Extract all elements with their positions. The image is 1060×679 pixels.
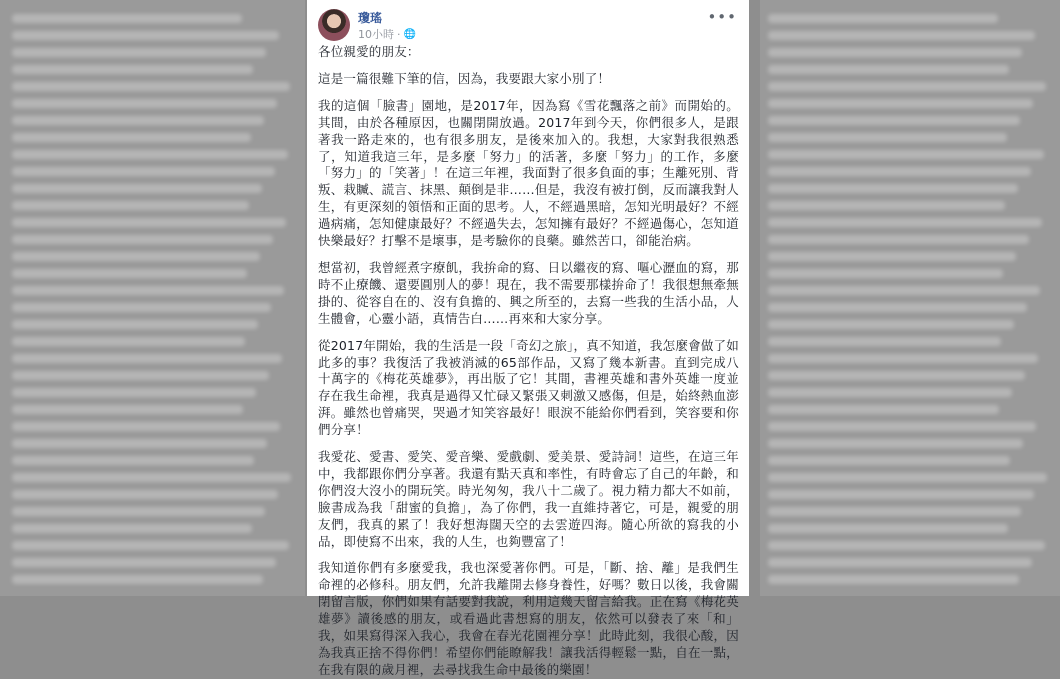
blurred-text-line [768, 116, 1020, 125]
blurred-text-line [12, 303, 271, 312]
blurred-text-line [768, 150, 1044, 159]
blurred-text-line [768, 82, 1046, 91]
post-paragraph: 想當初，我曾經煮字療飢，我拚命的寫、日以繼夜的寫、嘔心瀝血的寫，那時不止療饑、還要圓別人的夢！現在，我不需要那樣拚命了！我很想無牽無掛的、從容自在的、沒有負擔的、興之所至的，去寫一些我的生活小品，人生體會，心靈小語，真情告白……再來和大家分享。 [318, 259, 739, 326]
blurred-text-line [12, 558, 276, 567]
meta-separator: · [397, 27, 401, 41]
post-header [318, 8, 739, 44]
avatar[interactable] [318, 9, 350, 41]
blurred-text-line [768, 473, 1047, 482]
blurred-text-line [12, 82, 290, 91]
blurred-text-line [768, 218, 1042, 227]
blurred-text-line [12, 252, 260, 261]
blurred-text-line [12, 337, 245, 346]
blurred-text-line [12, 201, 249, 210]
blurred-text-line [12, 99, 277, 108]
blurred-text-line [12, 133, 251, 142]
blurred-text-line [12, 167, 275, 176]
blurred-text-line [768, 524, 1008, 533]
blurred-text-line [768, 507, 1021, 516]
blurred-text-line [768, 371, 1025, 380]
blurred-text-line [12, 422, 280, 431]
blurred-text-line [768, 422, 1036, 431]
blurred-text-line [12, 439, 267, 448]
post-paragraph: 我的這個「臉書」園地，是2017年，因為寫《雪花飄落之前》而開始的。其間，由於各種原因，也關閉開放過。2017年到今天，你們很多人，是跟著我一路走來的，也有很多朋友，是後來加入的。我想，大家對我很熟悉了，知道我這三年，是多麼「努力」的活著，多麼「努力」的工作，多麼「努力」的「笑著」！在這三年裡，我面對了很多負面的事；生離死別、背叛、栽贓、謊言、抹黑、顛倒是非……但是，我沒有被打倒，反而讓我對人生，有更深刻的領悟和正面的思考。人，不經過黑暗，怎知光明最好？不經過病痛，怎知健康最好？不經過失去，怎知擁有最好？不經過傷心，怎知道快樂最好？打擊不是壞事，是考驗你的良藥。雖然苦口，卻能治病。 [318, 97, 739, 249]
blurred-text-line [12, 371, 269, 380]
blurred-text-line [768, 439, 1023, 448]
blurred-text-line [768, 388, 1012, 397]
blurred-text-line [12, 473, 291, 482]
blurred-text-line [768, 184, 1018, 193]
blurred-text-line [12, 507, 265, 516]
blurred-text-line [768, 337, 1001, 346]
post-paragraph: 這是一篇很難下筆的信，因為，我要跟大家小別了！ [318, 70, 611, 86]
blurred-text-line [768, 354, 1038, 363]
blurred-text-line [12, 405, 243, 414]
blurred-text-line [12, 218, 286, 227]
facebook-post [307, 0, 749, 677]
more-options-icon[interactable]: ••• [707, 8, 737, 26]
blurred-text-line [12, 456, 254, 465]
blurred-text-line [12, 269, 247, 278]
blurred-text-line [768, 558, 1032, 567]
blurred-text-line [768, 269, 1003, 278]
blurred-text-line [12, 235, 273, 244]
blurred-text-line [768, 201, 1005, 210]
post-body [318, 44, 739, 679]
blurred-text-line [768, 133, 1007, 142]
blurred-text-line [12, 65, 253, 74]
blurred-background-right [760, 0, 1060, 596]
blurred-text-line [12, 354, 282, 363]
blurred-text-line [12, 286, 284, 295]
blurred-text-line [768, 252, 1016, 261]
blurred-text-line [768, 320, 1014, 329]
post-paragraph: 從2017年開始，我的生活是一段「奇幻之旅」，真不知道，我怎麼會做了如此多的事？我復活了我被消滅的65部作品，又寫了幾本新書。直到完成八十萬字的《梅花英雄夢》，再出版了它！其間，書裡英雄和書外英雄一度並存在我生命裡，我真是過得又忙碌又緊張又刺激又感傷，但是，始終熱血澎湃。雖然也曾痛哭，哭過才知笑容最好！眼淚不能給你們看到，笑容要和你們分享！ [318, 337, 739, 438]
blurred-text-line [768, 31, 1035, 40]
blurred-text-line [768, 575, 1019, 584]
globe-icon: 🌐 [403, 28, 416, 40]
blurred-text-line [768, 14, 998, 23]
blurred-text-line [768, 99, 1033, 108]
blurred-text-line [12, 150, 288, 159]
post-paragraph: 我知道你們有多麼愛我，我也深愛著你們。可是，「斷、捨、離」是我們生命裡的必修科。朋友們，允許我離開去修身養性，好嗎？數日以後，我會關閉留言版，你們如果有話要對我說，利用這幾天留言給我。正在寫《梅花英雄夢》讀後感的朋友，或看過此書想寫的朋友，依然可以發表了來「和」我，如果寫得深入我心，我會在春光花園裡分享！此時此刻，我很心酸，因為我真正捨不得你們！希望你們能瞭解我！讓我活得輕鬆一點，自在一點，在我有限的歲月裡，去尋找我生命中最後的樂園！ [318, 560, 739, 677]
blurred-text-line [768, 48, 1022, 57]
blurred-text-line [12, 524, 252, 533]
blurred-text-line [768, 65, 1009, 74]
blurred-text-line [768, 167, 1031, 176]
blurred-background-left [0, 0, 305, 596]
author-name[interactable]: 瓊瑤 [358, 11, 383, 25]
post-paragraph: 我愛花、愛書、愛笑、愛音樂、愛戲劇、愛美景、愛詩詞！這些，在這三年中，我都跟你們分享著。我還有點天真和率性，有時會忘了自己的年齡，和你們沒大沒小的開玩笑。時光匆匆，我八十二歲了。視力精力都大不如前，臉書成為我「甜蜜的負擔」，為了你們，我一直維持著它，可是，親愛的朋友們，我真的累了！我好想海闊天空的去雲遊四海。隨心所欲的寫我的小品，即使寫不出來，我的人生，也夠豐富了！ [318, 449, 739, 549]
blurred-text-line [12, 575, 263, 584]
blurred-text-line [12, 14, 242, 23]
blurred-text-line [12, 388, 256, 397]
blurred-text-line [12, 320, 258, 329]
post-paragraph: 各位親愛的朋友： [318, 44, 420, 59]
blurred-text-line [768, 235, 1029, 244]
blurred-text-line [12, 116, 264, 125]
blurred-text-line [768, 303, 1027, 312]
blurred-text-line [12, 48, 266, 57]
blurred-text-line [12, 184, 262, 193]
blurred-text-line [768, 456, 1010, 465]
blurred-text-line [768, 490, 1034, 499]
blurred-text-line [12, 490, 278, 499]
blurred-text-line [768, 405, 999, 414]
blurred-text-line [768, 286, 1040, 295]
post-time[interactable]: 10小時 [358, 28, 394, 41]
blurred-text-line [12, 541, 289, 550]
blurred-text-line [768, 541, 1045, 550]
blurred-text-line [12, 31, 279, 40]
post-meta [358, 26, 416, 42]
